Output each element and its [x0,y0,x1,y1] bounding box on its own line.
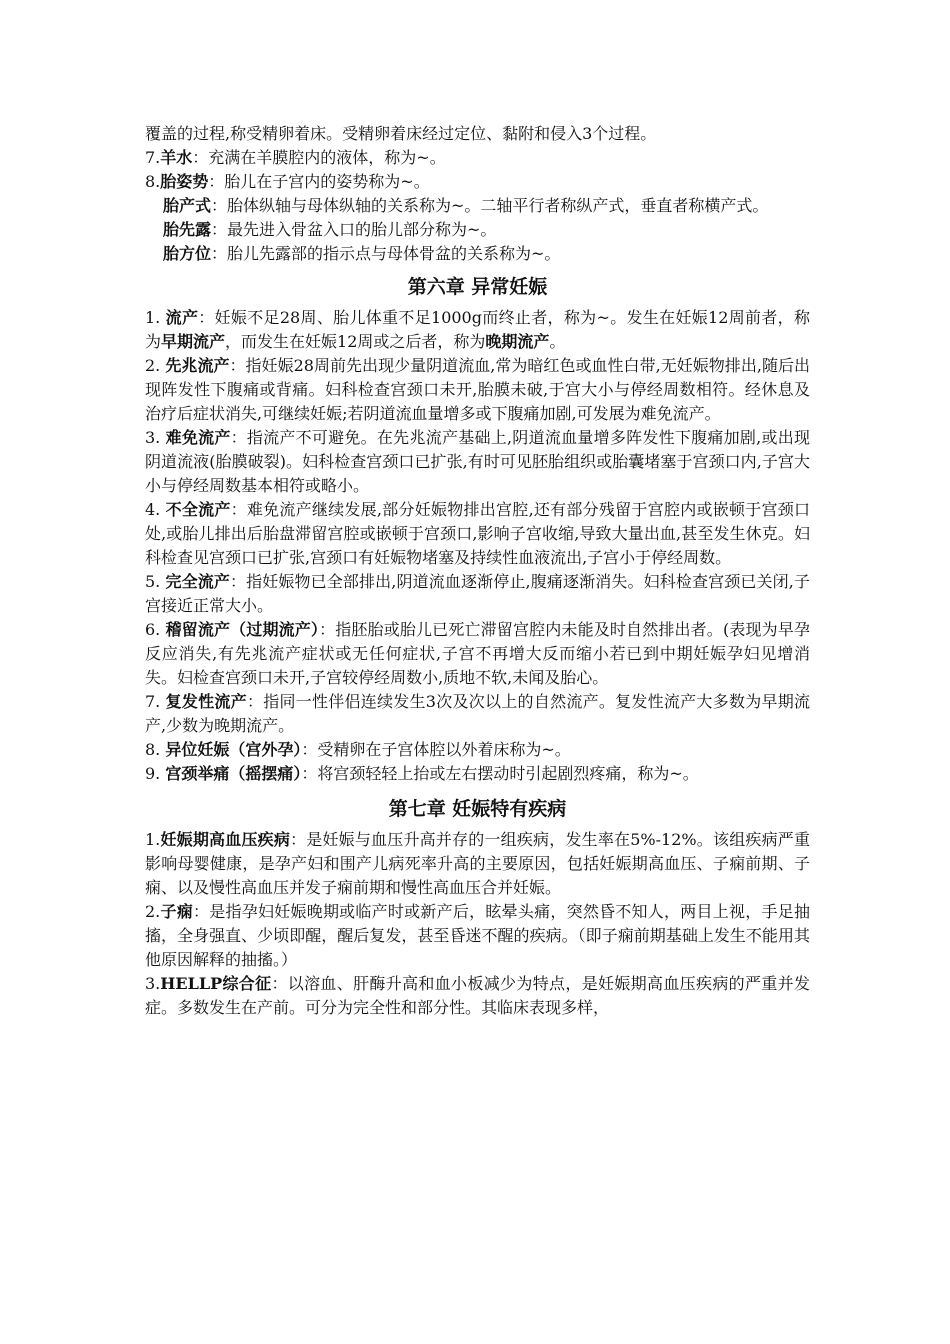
fetal-attitude-item: 8.胎姿势：胎儿在子宫内的姿势称为~。 [145,172,430,191]
missed-abortion-item: 6. 稽留流产（过期流产）：指胚胎或胎儿已死亡滞留宫腔内未能及时自然排出者。(表现为早孕反应消失,有先兆流产症状或无任何症状,子宫不再增大反而缩小若已到中期妊娠孕妇见增消失。妇检查宫颈口未开,子宫较停经周数小,质地不软,未闻及胎心。 [145,620,810,687]
fetal-presentation-item: 胎先露：最先进入骨盆入口的胎儿部分称为~。 [163,220,497,239]
incomplete-abortion-item: 4. 不全流产：难免流产继续发展,部分妊娠物排出宫腔,还有部分残留于宫腔内或嵌顿于宫颈口处,或胎儿排出后胎盘滞留宫腔或嵌顿于宫颈口,影响子宫收缩,导致大量出血,甚至发生休克。妇科检查见宫颈口已扩张,宫颈口有妊娠物堵塞及持续性血液流出,子宫小于停经周数。 [145,500,810,567]
hellp-syndrome-item: 3.HELLP综合征：以溶血、肝酶升高和血小板减少为特点，是妊娠期高血压疾病的严重并发症。多数发生在产前。可分为完全性和部分性。其临床表现多样， [145,974,810,1017]
amniotic-fluid-item: 7.羊水：充满在羊膜腔内的液体，称为~。 [145,148,446,167]
complete-abortion-item: 5. 完全流产：指妊娠物已全部排出,阴道流血逐渐停止,腹痛逐渐消失。妇科检查宫颈已关闭,子宫接近正常大小。 [145,572,810,615]
cervical-motion-tenderness-item: 9. 宫颈举痛（摇摆痛）：将宫颈轻轻上抬或左右摆动时引起剧烈疼痛，称为~。 [145,764,699,783]
document-page [145,122,810,1020]
abortion-item: 1. 流产：妊娠不足28周、胎儿体重不足1000g而终止者，称为~。发生在妊娠12周前者，称为早期流产，而发生在妊娠12周或之后者，称为晚期流产。 [145,308,810,351]
hypertensive-disorders-item: 1.妊娠期高血压疾病：是妊娠与血压升高并存的一组疾病，发生率在5%-12%。该组疾病严重影响母婴健康，是孕产妇和围产儿病死率升高的主要原因，包括妊娠期高血压、子痫前期、子痫、以及慢性高血压并发子痫前期和慢性高血压合并妊娠。 [145,830,810,897]
fertilization-continuation: 覆盖的过程,称受精卵着床。受精卵着床经过定位、黏附和侵入3个过程。 [145,124,657,143]
inevitable-abortion-item: 3. 难免流产：指流产不可避免。在先兆流产基础上,阴道流血量增多阵发性下腹痛加剧,或出现阴道流液(胎膜破裂)。妇科检查宫颈口已扩张,有时可见胚胎组织或胎囊堵塞于宫颈口内,子宫大小与停经周数基本相符或略小。 [145,428,810,495]
fetal-position-item: 胎方位：胎儿先露部的指示点与母体骨盆的关系称为~。 [163,244,561,263]
chapter-7-title: 第七章 妊娠特有疾病 [388,798,567,820]
eclampsia-item: 2.子痫：是指孕妇妊娠晚期或临产时或新产后，眩晕头痛，突然昏不知人，两目上视，手足抽搐，全身强直、少顷即醒，醒后复发，甚至昏迷不醒的疾病。（即子痫前期基础上发生不能用其他原因解释的抽搐。） [145,902,810,969]
chapter-6-title: 第六章 异常妊娠 [407,276,548,298]
threatened-abortion-item: 2. 先兆流产：指妊娠28周前先出现少量阴道流血,常为暗红色或血性白带,无妊娠物排出,随后出现阵发性下腹痛或背痛。妇科检查宫颈口未开,胎膜未破,于宫大小与停经周数相符。经休息及治疗后症状消失,可继续妊娠;若阴道流血量增多或下腹痛加剧,可发展为难免流产。 [145,356,810,423]
ectopic-pregnancy-item: 8. 异位妊娠（宫外孕）：受精卵在子宫体腔以外着床称为~。 [145,740,571,759]
fetal-lie-item: 胎产式：胎体纵轴与母体纵轴的关系称为~。二轴平行者称纵产式，垂直者称横产式。 [163,196,769,215]
recurrent-abortion-item: 7. 复发性流产：指同一性伴侣连续发生3次及次以上的自然流产。复发性流产大多数为早期流产,少数为晚期流产。 [145,692,810,735]
